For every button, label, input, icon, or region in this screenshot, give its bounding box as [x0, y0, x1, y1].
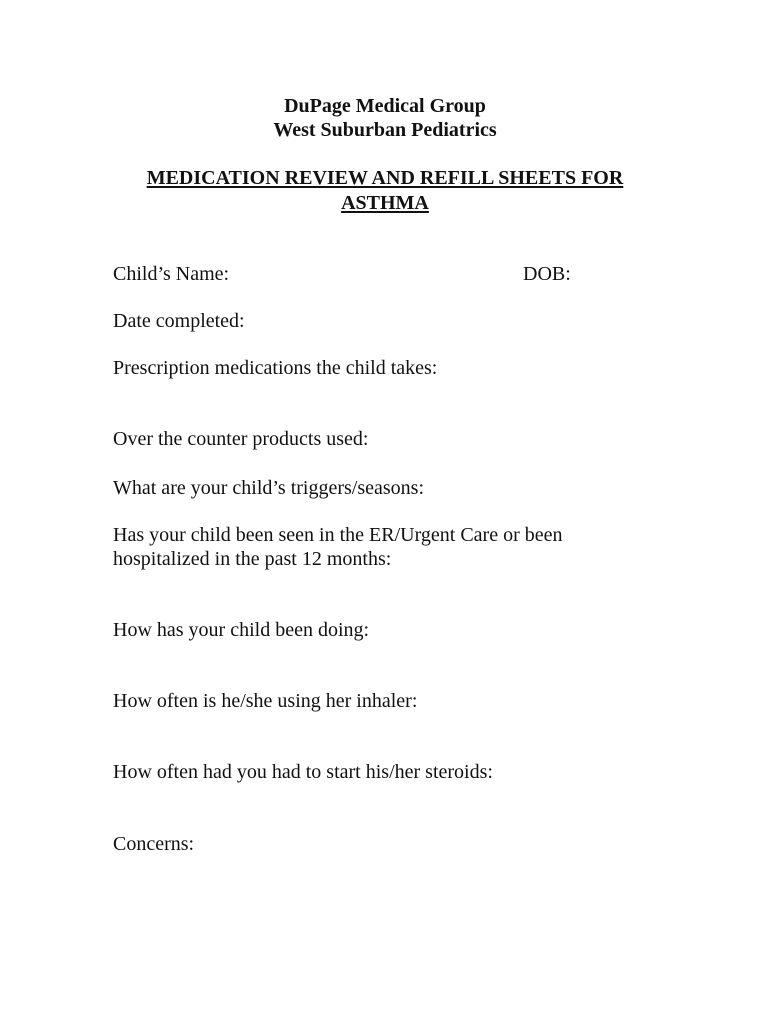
form-title-line-1: MEDICATION REVIEW AND REFILL SHEETS FOR	[146, 167, 624, 189]
how-child-doing-label: How has your child been doing:	[113, 619, 370, 641]
er-urgent-care-label-line-2: hospitalized in the past 12 months:	[113, 548, 392, 570]
concerns-label: Concerns:	[113, 833, 195, 855]
inhaler-usage-label: How often is he/she using her inhaler:	[113, 690, 418, 712]
over-the-counter-label: Over the counter products used:	[113, 428, 369, 450]
date-completed-label: Date completed:	[113, 310, 245, 332]
form-title-line-2: ASTHMA	[341, 192, 429, 214]
triggers-seasons-label: What are your child’s triggers/seasons:	[113, 477, 425, 499]
practice-name: West Suburban Pediatrics	[273, 119, 497, 141]
prescription-medications-label: Prescription medications the child takes:	[113, 357, 438, 379]
organization-name: DuPage Medical Group	[284, 95, 486, 117]
steroids-usage-label: How often had you had to start his/her steroids:	[113, 761, 493, 783]
child-name-label: Child’s Name:	[113, 263, 230, 285]
er-urgent-care-label-line-1: Has your child been seen in the ER/Urgent Care or been	[113, 524, 563, 546]
dob-label: DOB:	[523, 263, 571, 285]
